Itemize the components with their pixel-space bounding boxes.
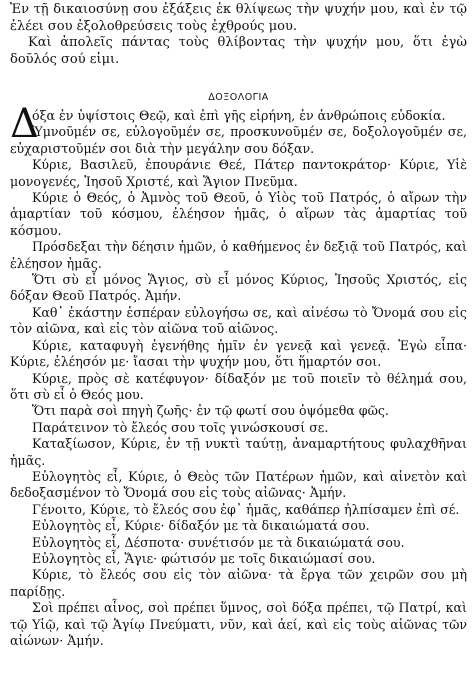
verse: Παράτεινον τὸ ἔλεός σου τοῖς γινώσκουσί σε. bbox=[32, 419, 329, 435]
drop-cap: Δ bbox=[10, 101, 39, 147]
verse: Κύριε, πρὸς σὲ κατέφυγον· δίδαξόν με τοῦ ποιεῖν τὸ θέλημά σου, ὅτι σὺ εἶ ὁ Θεός μου. bbox=[10, 370, 467, 402]
intro-verse-1: Ἐν τῇ δικαιοσύνῃ σου ἐξάξεις ἐκ θλίψεως τὴν ψυχήν μου, καὶ ἐν τῷ ἐλέει σου ἐξολοθρεύσεις τοὺς ἐχθρούς μου. bbox=[10, 2, 467, 34]
verse: Εὐλογητὸς εἶ, Ἅγιε· φώτισόν με τοῖς δικαιώμασί σου. bbox=[32, 550, 376, 566]
verse: Σοὶ πρέπει αἶνος, σοὶ πρέπει ὕμνος, σοὶ δόξα πρέπει, τῷ Πατρί, καὶ τῷ Υἱῷ, καὶ τῷ Ἁγίῳ Πνεύματι, νῦν, καὶ ἀεί, καὶ εἰς τοὺς αἰῶνας τῶν αἰώνων· Ἀμήν. bbox=[10, 600, 467, 648]
doxology-body bbox=[10, 101, 467, 649]
intro-verse-2: Καὶ ἀπολεῖς πάντας τοὺς θλίβοντας τὴν ψυχήν μου, ὅτι ἐγὼ δοῦλός σού εἰμι. bbox=[10, 35, 467, 67]
first-verse-text: όξα ἐν ὑψίστοις Θεῷ, καὶ ἐπὶ γῆς εἰρήνη, ἐν ἀνθρώποις εὐδοκία. bbox=[32, 108, 446, 123]
intro-section bbox=[10, 2, 467, 68]
verse: Εὐλογητὸς εἶ, Δέσποτα· συνέτισόν με τὰ δικαιώματά σου. bbox=[32, 534, 405, 550]
verse: Εὐλογητὸς εἶ, Κύριε· δίδαξόν με τὰ δικαιώματά σου. bbox=[32, 518, 370, 534]
verse: Πρόσδεξαι τὴν δέησιν ἡμῶν, ὁ καθήμενος ἐν δεξιᾷ τοῦ Πατρός, καὶ ἐλέησον ἡμᾶς. bbox=[10, 239, 467, 271]
verse: Κύριε, τὸ ἔλεός σου εἰς τὸν αἰῶνα· τὰ ἔργα τῶν χειρῶν σου μὴ παρίδῃς. bbox=[10, 567, 467, 599]
verse: Κύριε, καταφυγὴ ἐγενήθης ἡμῖν ἐν γενεᾷ καὶ γενεᾷ. Ἐγὼ εἶπα· Κύριε, ἐλέησόν με· ἴασαι τὴν ψυχήν μου, ὅτι ἥμαρτόν σοι. bbox=[10, 337, 467, 370]
verse: Γένοιτο, Κύριε, τὸ ἔλεός σου ἐφ᾽ ἡμᾶς, καθάπερ ἠλπίσαμεν ἐπὶ σέ. bbox=[32, 501, 460, 517]
section-heading: ΔΟΞΟΛΟΓΙΑ bbox=[208, 92, 269, 103]
verse: Κύριε, Βασιλεῦ, ἐπουράνιε Θεέ, Πάτερ παντοκράτορ· Κύριε, Υἱὲ μονογενές, Ἰησοῦ Χριστέ, καὶ Ἅγιον Πνεῦμα. bbox=[10, 157, 467, 189]
verse: Καθ᾽ ἑκάστην ἑσπέραν εὐλογήσω σε, καὶ αἰνέσω τὸ Ὄνομά σου εἰς τὸν αἰῶνα, καὶ εἰς τὸν αἰῶνα τοῦ αἰῶνος. bbox=[10, 304, 467, 337]
verse: Ὑμνοῦμέν σε, εὐλογοῦμέν σε, προσκυνοῦμέν σε, δοξολογοῦμέν σε, εὐχαριστοῦμέν σοι διὰ τὴν μεγάλην σου δόξαν. bbox=[10, 124, 467, 156]
verse: Κύριε ὁ Θεός, ὁ Ἀμνὸς τοῦ Θεοῦ, ὁ Υἱὸς τοῦ Πατρός, ὁ αἴρων τὴν ἁμαρτίαν τοῦ κόσμου, ἐλέησον ἡμᾶς, ὁ αἴρων τὰς ἁμαρτίας τοῦ κόσμου. bbox=[10, 190, 467, 238]
verse: Ὅτι σὺ εἶ μόνος Ἅγιος, σὺ εἶ μόνος Κύριος, Ἰησοῦς Χριστός, εἰς δόξαν Θεοῦ Πατρός. Ἀμήν. bbox=[10, 272, 467, 304]
verse: Καταξίωσον, Κύριε, ἐν τῇ νυκτὶ ταύτῃ, ἀναμαρτήτους φυλαχθῆναι ἡμᾶς. bbox=[10, 436, 467, 468]
verse: Ὅτι παρὰ σοὶ πηγὴ ζωῆς· ἐν τῷ φωτί σου ὀψόμεθα φῶς. bbox=[32, 403, 389, 419]
verse: Εὐλογητὸς εἶ, Κύριε, ὁ Θεὸς τῶν Πατέρων ἡμῶν, καὶ αἰνετὸν καὶ δεδοξασμένον τὸ Ὄνομά σου εἰς τοὺς αἰῶνας· Ἀμήν. bbox=[10, 468, 467, 501]
